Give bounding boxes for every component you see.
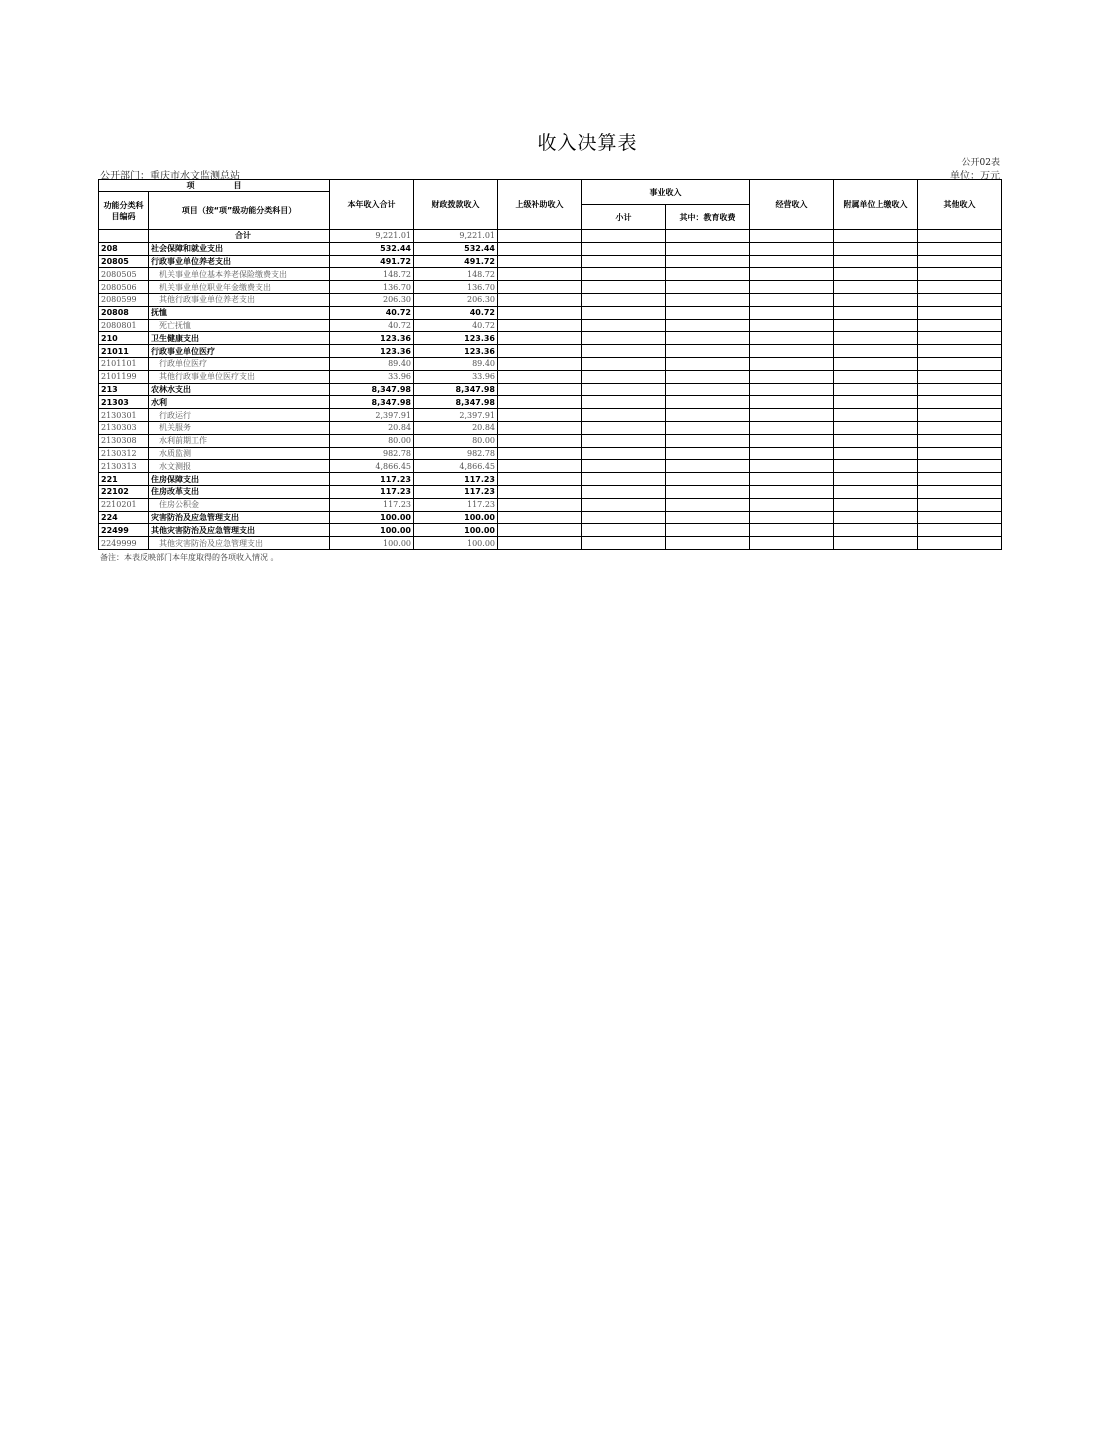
operating-cell [750,242,834,255]
business-subtotal-cell [582,332,666,345]
business-subtotal-cell [582,306,666,319]
business-subtotal-cell [582,511,666,524]
table-row [99,396,1002,409]
header-code: 功能分类科目编码 [99,192,149,230]
table-row [99,524,1002,537]
code-cell: 2080506 [99,281,149,294]
code-cell: 210 [99,332,149,345]
business-subtotal-cell [582,281,666,294]
table-row [99,537,1002,550]
other-cell [918,242,1002,255]
education-cell [666,255,750,268]
code-cell: 221 [99,473,149,486]
total-income-cell: 123.36 [330,345,414,358]
total-income-cell: 40.72 [330,306,414,319]
business-subtotal-cell [582,255,666,268]
affiliated-cell [834,357,918,370]
name-cell: 其他灾害防治及应急管理支出 [149,524,330,537]
affiliated-cell [834,421,918,434]
operating-cell [750,524,834,537]
business-subtotal-cell [582,293,666,306]
name-cell: 卫生健康支出 [149,332,330,345]
operating-cell [750,511,834,524]
page-title: 收入决算表 [537,132,638,154]
name-cell: 其他行政事业单位医疗支出 [149,370,330,383]
total-income-cell: 100.00 [330,537,414,550]
education-cell [666,383,750,396]
superior-cell [498,281,582,294]
fiscal-cell: 2,397.91 [414,409,498,422]
superior-cell [498,370,582,383]
total-income-cell: 123.36 [330,332,414,345]
superior-cell [498,268,582,281]
code-cell: 21303 [99,396,149,409]
other-cell [918,485,1002,498]
unit-label: 单位：万元 [950,171,1000,182]
superior-cell [498,409,582,422]
operating-cell [750,370,834,383]
superior-cell [498,306,582,319]
business-subtotal-cell [582,498,666,511]
fiscal-cell: 117.23 [414,498,498,511]
other-cell [918,268,1002,281]
table-row [99,345,1002,358]
affiliated-cell [834,383,918,396]
superior-cell [498,242,582,255]
superior-cell [498,230,582,243]
superior-cell [498,255,582,268]
operating-cell [750,319,834,332]
education-cell [666,293,750,306]
name-cell: 行政事业单位医疗 [149,345,330,358]
operating-cell [750,396,834,409]
table-row [99,255,1002,268]
education-cell [666,447,750,460]
fiscal-cell: 532.44 [414,242,498,255]
other-cell [918,255,1002,268]
table-row [99,293,1002,306]
other-cell [918,357,1002,370]
superior-cell [498,537,582,550]
header-superior: 上级补助收入 [498,180,582,230]
code-cell: 2080801 [99,319,149,332]
code-cell: 2249999 [99,537,149,550]
education-cell [666,434,750,447]
affiliated-cell [834,524,918,537]
code-cell: 2080505 [99,268,149,281]
table-row [99,421,1002,434]
name-cell: 行政事业单位养老支出 [149,255,330,268]
other-cell [918,498,1002,511]
form-number: 公开02表 [961,158,1000,168]
education-cell [666,242,750,255]
code-cell: 2130308 [99,434,149,447]
education-cell [666,498,750,511]
name-cell: 住房公积金 [149,498,330,511]
fiscal-cell: 982.78 [414,447,498,460]
education-cell [666,281,750,294]
fiscal-cell: 8,347.98 [414,396,498,409]
code-cell: 20805 [99,255,149,268]
business-subtotal-cell [582,537,666,550]
table-row [99,319,1002,332]
operating-cell [750,230,834,243]
fiscal-cell: 100.00 [414,537,498,550]
fiscal-cell: 206.30 [414,293,498,306]
code-cell: 2130312 [99,447,149,460]
affiliated-cell [834,460,918,473]
total-income-cell: 89.40 [330,357,414,370]
total-income-cell: 117.23 [330,498,414,511]
business-subtotal-cell [582,409,666,422]
total-income-cell: 982.78 [330,447,414,460]
table-row [99,306,1002,319]
operating-cell [750,460,834,473]
name-cell: 其他灾害防治及应急管理支出 [149,537,330,550]
education-cell [666,524,750,537]
operating-cell [750,537,834,550]
superior-cell [498,524,582,537]
other-cell [918,473,1002,486]
total-income-cell: 20.84 [330,421,414,434]
education-cell [666,230,750,243]
affiliated-cell [834,473,918,486]
other-cell [918,230,1002,243]
operating-cell [750,281,834,294]
affiliated-cell [834,396,918,409]
operating-cell [750,409,834,422]
total-income-cell: 2,397.91 [330,409,414,422]
table-row [99,447,1002,460]
total-income-cell: 136.70 [330,281,414,294]
total-income-cell: 117.23 [330,485,414,498]
fiscal-cell: 100.00 [414,524,498,537]
business-subtotal-cell [582,345,666,358]
table-row [99,332,1002,345]
fiscal-cell: 9,221.01 [414,230,498,243]
total-income-cell: 40.72 [330,319,414,332]
total-income-cell: 4,866.45 [330,460,414,473]
affiliated-cell [834,485,918,498]
superior-cell [498,345,582,358]
superior-cell [498,293,582,306]
name-cell: 行政运行 [149,409,330,422]
education-cell [666,268,750,281]
affiliated-cell [834,242,918,255]
superior-cell [498,434,582,447]
superior-cell [498,460,582,473]
fiscal-cell: 20.84 [414,421,498,434]
code-cell: 22499 [99,524,149,537]
fiscal-cell: 123.36 [414,332,498,345]
name-cell: 合计 [149,230,330,243]
name-cell: 其他行政事业单位养老支出 [149,293,330,306]
total-income-cell: 8,347.98 [330,383,414,396]
other-cell [918,421,1002,434]
name-cell: 机关事业单位基本养老保险缴费支出 [149,268,330,281]
code-cell: 2101101 [99,357,149,370]
operating-cell [750,473,834,486]
affiliated-cell [834,434,918,447]
education-cell [666,370,750,383]
name-cell: 水文测报 [149,460,330,473]
other-cell [918,396,1002,409]
operating-cell [750,345,834,358]
fiscal-cell: 40.72 [414,319,498,332]
table-row [99,230,1002,243]
superior-cell [498,498,582,511]
affiliated-cell [834,281,918,294]
operating-cell [750,421,834,434]
fiscal-cell: 8,347.98 [414,383,498,396]
business-subtotal-cell [582,524,666,537]
code-cell: 21011 [99,345,149,358]
superior-cell [498,485,582,498]
table-row [99,383,1002,396]
header-name: 项目（按“项”级功能分类科目） [149,192,330,230]
total-income-cell: 148.72 [330,268,414,281]
education-cell [666,332,750,345]
table-row [99,485,1002,498]
affiliated-cell [834,332,918,345]
table-row [99,357,1002,370]
education-cell [666,421,750,434]
affiliated-cell [834,511,918,524]
header-affiliated: 附属单位上缴收入 [834,180,918,230]
superior-cell [498,421,582,434]
business-subtotal-cell [582,485,666,498]
education-cell [666,511,750,524]
fiscal-cell: 136.70 [414,281,498,294]
operating-cell [750,383,834,396]
education-cell [666,473,750,486]
code-cell: 2130301 [99,409,149,422]
code-cell: 2080599 [99,293,149,306]
affiliated-cell [834,498,918,511]
fiscal-cell: 33.96 [414,370,498,383]
table-row [99,242,1002,255]
superior-cell [498,383,582,396]
education-cell [666,345,750,358]
business-subtotal-cell [582,460,666,473]
affiliated-cell [834,306,918,319]
education-cell [666,319,750,332]
other-cell [918,409,1002,422]
name-cell: 住房改革支出 [149,485,330,498]
affiliated-cell [834,255,918,268]
operating-cell [750,357,834,370]
income-table [98,179,1002,550]
table-row [99,473,1002,486]
other-cell [918,319,1002,332]
affiliated-cell [834,293,918,306]
superior-cell [498,357,582,370]
other-cell [918,383,1002,396]
other-cell [918,511,1002,524]
education-cell [666,460,750,473]
other-cell [918,524,1002,537]
fiscal-cell: 40.72 [414,306,498,319]
total-income-cell: 8,347.98 [330,396,414,409]
business-subtotal-cell [582,319,666,332]
fiscal-cell: 4,866.45 [414,460,498,473]
table-row [99,268,1002,281]
fiscal-cell: 80.00 [414,434,498,447]
business-subtotal-cell [582,268,666,281]
education-cell [666,357,750,370]
code-cell: 2130303 [99,421,149,434]
operating-cell [750,447,834,460]
name-cell: 机关服务 [149,421,330,434]
code-cell: 224 [99,511,149,524]
affiliated-cell [834,409,918,422]
header-subtotal: 小计 [582,205,666,230]
fiscal-cell: 100.00 [414,511,498,524]
code-cell: 22102 [99,485,149,498]
education-cell [666,485,750,498]
business-subtotal-cell [582,357,666,370]
operating-cell [750,498,834,511]
education-cell [666,537,750,550]
total-income-cell: 80.00 [330,434,414,447]
name-cell: 社会保障和就业支出 [149,242,330,255]
code-cell [99,230,149,243]
operating-cell [750,306,834,319]
operating-cell [750,293,834,306]
operating-cell [750,332,834,345]
table-row [99,460,1002,473]
business-subtotal-cell [582,473,666,486]
affiliated-cell [834,230,918,243]
name-cell: 水利 [149,396,330,409]
name-cell: 机关事业单位职业年金缴费支出 [149,281,330,294]
other-cell [918,370,1002,383]
table-row [99,281,1002,294]
business-subtotal-cell [582,370,666,383]
fiscal-cell: 123.36 [414,345,498,358]
superior-cell [498,332,582,345]
other-cell [918,306,1002,319]
business-subtotal-cell [582,421,666,434]
total-income-cell: 100.00 [330,511,414,524]
education-cell [666,306,750,319]
name-cell: 水利前期工作 [149,434,330,447]
other-cell [918,460,1002,473]
affiliated-cell [834,370,918,383]
superior-cell [498,319,582,332]
total-income-cell: 491.72 [330,255,414,268]
business-subtotal-cell [582,447,666,460]
business-subtotal-cell [582,434,666,447]
name-cell: 行政单位医疗 [149,357,330,370]
education-cell [666,396,750,409]
table-row [99,434,1002,447]
other-cell [918,447,1002,460]
operating-cell [750,434,834,447]
code-cell: 2210201 [99,498,149,511]
affiliated-cell [834,537,918,550]
header-fiscal: 财政拨款收入 [414,180,498,230]
code-cell: 2101199 [99,370,149,383]
code-cell: 2130313 [99,460,149,473]
name-cell: 农林水支出 [149,383,330,396]
business-subtotal-cell [582,383,666,396]
total-income-cell: 100.00 [330,524,414,537]
operating-cell [750,485,834,498]
affiliated-cell [834,345,918,358]
affiliated-cell [834,447,918,460]
other-cell [918,293,1002,306]
operating-cell [750,255,834,268]
affiliated-cell [834,268,918,281]
business-subtotal-cell [582,242,666,255]
superior-cell [498,473,582,486]
name-cell: 住房保障支出 [149,473,330,486]
name-cell: 水质监测 [149,447,330,460]
superior-cell [498,511,582,524]
other-cell [918,434,1002,447]
business-subtotal-cell [582,230,666,243]
total-income-cell: 532.44 [330,242,414,255]
fiscal-cell: 117.23 [414,473,498,486]
name-cell: 灾害防治及应急管理支出 [149,511,330,524]
header-project: 项 目 [99,180,330,192]
total-income-cell: 9,221.01 [330,230,414,243]
affiliated-cell [834,319,918,332]
code-cell: 213 [99,383,149,396]
header-operating: 经营收入 [750,180,834,230]
other-cell [918,281,1002,294]
header-business: 事业收入 [582,180,750,205]
code-cell: 208 [99,242,149,255]
code-cell: 20808 [99,306,149,319]
header-total-income: 本年收入合计 [330,180,414,230]
business-subtotal-cell [582,396,666,409]
table-row [99,511,1002,524]
table-row [99,498,1002,511]
other-cell [918,332,1002,345]
table-body [99,230,1002,550]
department-label: 公开部门：重庆市水文监测总站 [100,171,240,182]
name-cell: 死亡抚恤 [149,319,330,332]
table-row [99,409,1002,422]
table-row [99,370,1002,383]
total-income-cell: 33.96 [330,370,414,383]
operating-cell [750,268,834,281]
fiscal-cell: 491.72 [414,255,498,268]
header-other: 其他收入 [918,180,1002,230]
superior-cell [498,447,582,460]
header-education: 其中：教育收费 [666,205,750,230]
superior-cell [498,396,582,409]
other-cell [918,345,1002,358]
other-cell [918,537,1002,550]
education-cell [666,409,750,422]
table-note: 备注：本表反映部门本年度取得的各项收入情况 。 [100,553,279,562]
fiscal-cell: 148.72 [414,268,498,281]
total-income-cell: 117.23 [330,473,414,486]
fiscal-cell: 89.40 [414,357,498,370]
total-income-cell: 206.30 [330,293,414,306]
fiscal-cell: 117.23 [414,485,498,498]
name-cell: 抚恤 [149,306,330,319]
